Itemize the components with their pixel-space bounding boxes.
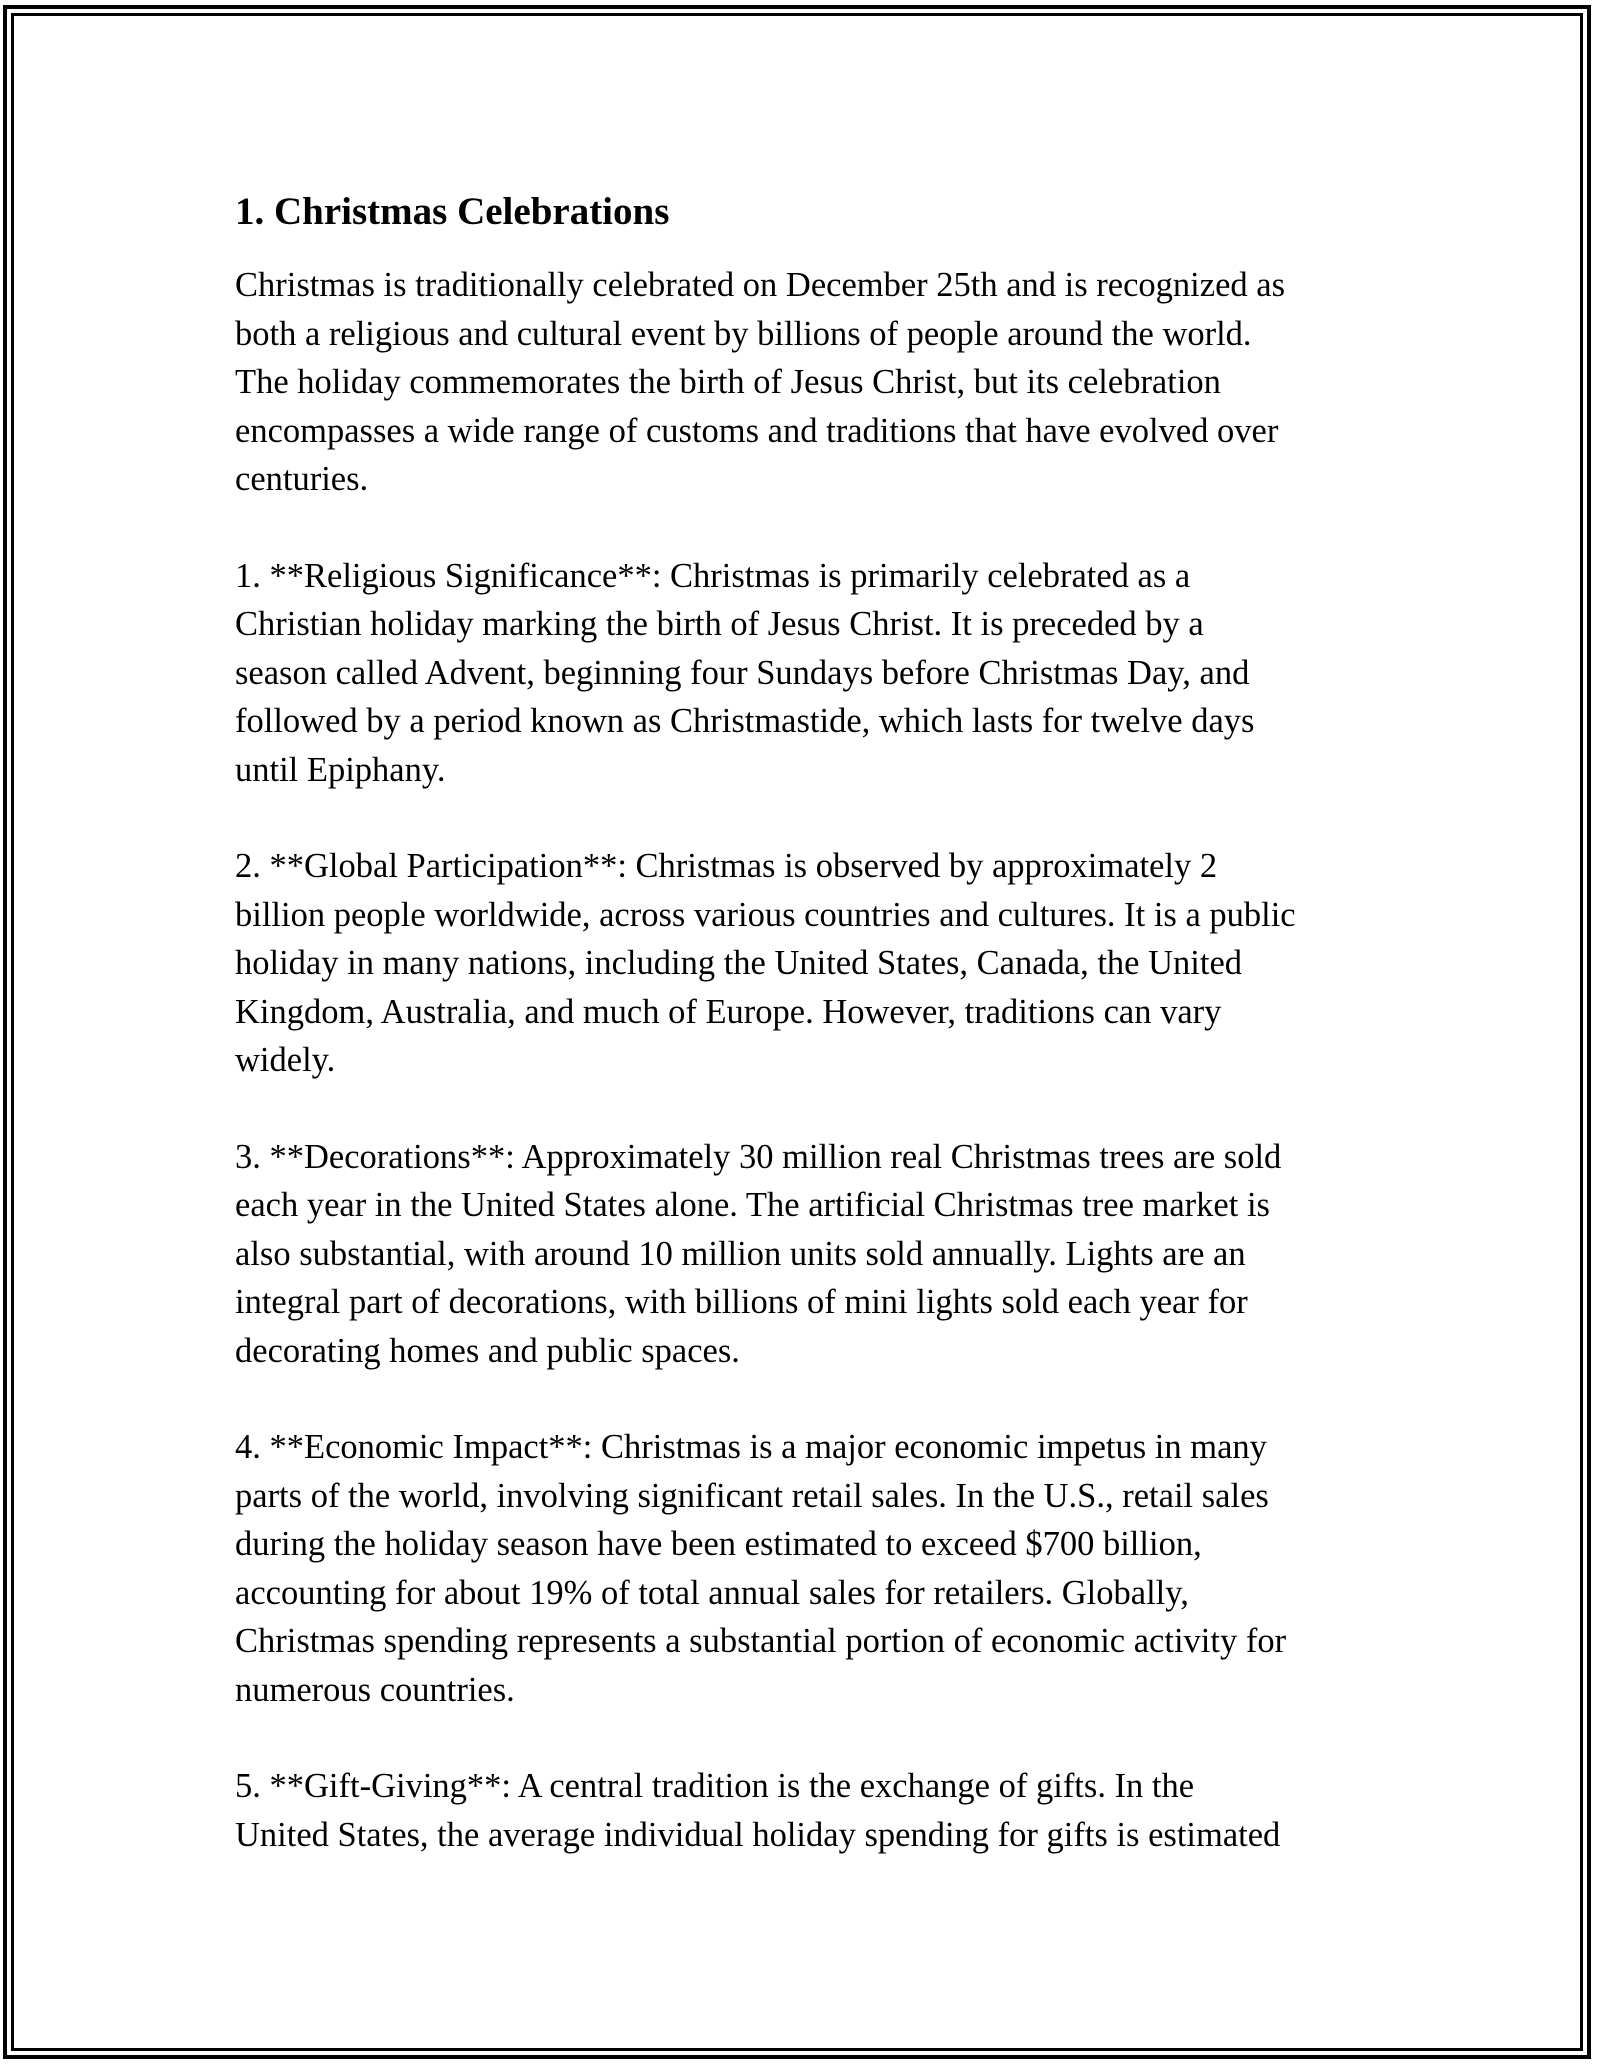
decorations-paragraph: 3. **Decorations**: Approximately 30 million real Christmas trees are sold each year in the United States alone. The artificial Christmas tree market is also substantial, with around 10 million units sold annually. Lights are an integral part of decorations, with billions of mini lights sold each year for decorating homes and public spaces. [235,1137,1282,1370]
intro-paragraph: Christmas is traditionally celebrated on December 25th and is recognized as both a religious and cultural event by billions of people around the world. The holiday commemorates the birth of Jesus Christ, but its celebration encompasses a wide range of customs and traditions that have evolved over centuries. [235,266,1285,498]
global-participation-paragraph: 2. **Global Participation**: Christmas is observed by approximately 2 billion people worldwide, across various countries and cultures. It is a public holiday in many nations, including the United States, Canada, the United Kingdom, Australia, and much of Europe. However, traditions can vary widely. [235,847,1296,1079]
gift-giving-paragraph: 5. **Gift-Giving**: A central tradition is the exchange of gifts. In the United States, the average individual holiday spending for gifts is estimated [235,1767,1281,1854]
section-heading: 1. Christmas Celebrations [235,190,670,233]
religious-significance-paragraph: 1. **Religious Significance**: Christmas is primarily celebrated as a Christian holiday marking the birth of Jesus Christ. It is preceded by a season called Advent, beginning four Sundays before Christmas Day, and followed by a period known as Christmastide, which lasts for twelve days until Epiphany. [235,556,1255,789]
economic-impact-paragraph: 4. **Economic Impact**: Christmas is a major economic impetus in many parts of the world, involving significant retail sales. In the U.S., retail sales during the holiday season have been estimated to exceed $700 billion, accounting for about 19% of total annual sales for retailers. Globally, Christmas spending represents a substantial portion of economic activity for numerous countries. [235,1428,1287,1709]
document-body [235,185,1395,1907]
